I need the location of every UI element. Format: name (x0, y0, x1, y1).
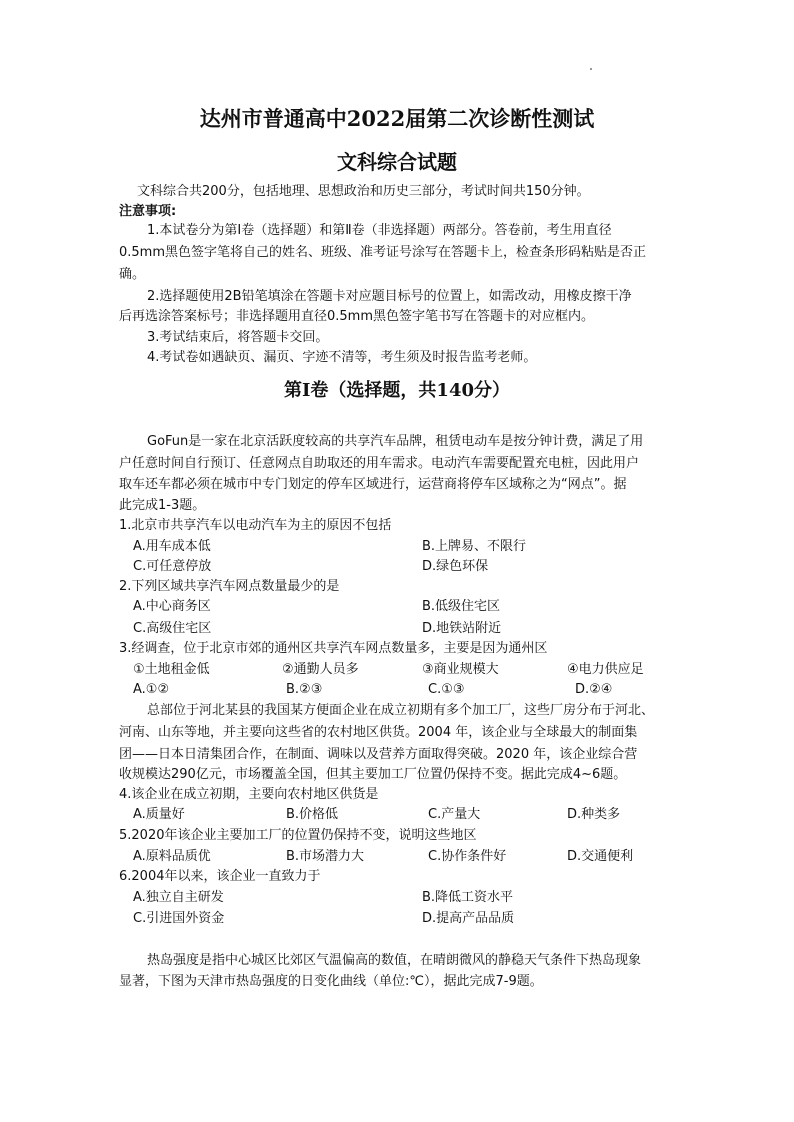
option-a: A.独立自主研发 (133, 890, 224, 905)
question-stem: 5.2020年该企业主要加工厂的位置仍保持不变，说明这些地区 (119, 828, 477, 843)
choice-item: ②通勤人员多 (282, 662, 359, 677)
passage-line: 取车还车都必须在城市中专门划定的停车区域进行，运营商将停车区域称之为“网点”。据 (119, 477, 627, 492)
section-title: 第Ⅰ卷（选择题，共140分） (284, 380, 510, 401)
passage-line: 团——日本日清集团合作，在制面、调味以及营养方面取得突破。2020 年，该企业综合营 (119, 747, 638, 762)
passage-line: 此完成1-3题。 (119, 498, 206, 513)
passage-line: 收规模达290亿元，市场覆盖全国，但其主要加工厂位置仍保持不变。据此完成4~6题。 (119, 767, 627, 782)
choice-item: ④电力供应足 (567, 662, 644, 677)
option-a: A.质量好 (133, 807, 185, 822)
question-stem: 2.下列区域共享汽车网点数量最少的是 (119, 579, 340, 594)
exam-title: 达州市普通高中2022届第二次诊断性测试 (199, 106, 595, 131)
option-d: D.地铁站附近 (422, 621, 502, 636)
option-c: C.高级住宅区 (133, 621, 212, 636)
passage-line: 户任意时间自行预订、任意网点自助取还的用车需求。电动汽车需要配置充电桩，因此用户 (119, 456, 640, 471)
passage-line: 显著，下图为天津市热岛强度的日变化曲线（单位:℃），据此完成7-9题。 (119, 974, 543, 989)
question-stem: 1.北京市共享汽车以电动汽车为主的原因不包括 (119, 518, 392, 533)
option-c: C.可任意停放 (133, 559, 212, 574)
option-b: B.②③ (286, 682, 323, 697)
option-a: A.原料品质优 (133, 849, 211, 864)
option-c: C.协作条件好 (428, 849, 507, 864)
passage-line: GoFun是一家在北京活跃度较高的共享汽车品牌，租赁电动车是按分钟计费，满足了用 (147, 434, 644, 449)
choice-item: ③商业规模大 (422, 662, 499, 677)
question-stem: 6.2004年以来，该企业一直致力于 (119, 869, 321, 884)
intro-text: 文科综合共200分，包括地理、思想政治和历史三部分，考试时间共150分钟。 (137, 184, 590, 199)
option-c: C.引进国外资金 (133, 911, 225, 926)
option-d: D.绿色环保 (422, 559, 489, 574)
notice-line: 4.考试卷如遇缺页、漏页、字迹不清等，考生须及时报告监考老师。 (147, 350, 537, 365)
notice-line: 3.考试结束后，将答题卡交回。 (147, 330, 329, 345)
option-d: D.交通便利 (567, 849, 634, 864)
passage-line: 热岛强度是指中心城区比郊区气温偏高的数值，在晴朗微风的静稳天气条件下热岛现象 (147, 953, 642, 968)
option-b: B.上牌易、不限行 (422, 539, 527, 554)
option-a: A.①② (133, 682, 170, 697)
option-c: C.产量大 (428, 807, 481, 822)
notice-heading: 注意事项: (119, 204, 177, 219)
scan-speck (590, 68, 592, 70)
choice-item: ①土地租金低 (133, 662, 210, 677)
passage-line: 总部位于河北某县的我国某方便面企业在成立初期有多个加工厂，这些厂房分布于河北、 (147, 703, 655, 718)
notice-line: 2.选择题使用2B铅笔填涂在答题卡对应题目标号的位置上，如需改动，用橡皮擦干净 (147, 289, 632, 304)
option-b: B.价格低 (286, 807, 339, 822)
notice-line: 后再选涂答案标号；非选择题用直径0.5mm黑色签字笔书写在答题卡的对应框内。 (119, 309, 595, 324)
option-a: A.中心商务区 (133, 599, 211, 614)
option-b: B.市场潜力大 (286, 849, 365, 864)
notice-line: 确。 (119, 267, 146, 282)
option-d: D.提高产品品质 (422, 911, 515, 926)
question-stem: 3.经调查，位于北京市郊的通州区共享汽车网点数量多，主要是因为通州区 (119, 641, 548, 656)
option-d: D.种类多 (567, 807, 621, 822)
question-stem: 4.该企业在成立初期，主要向农村地区供货是 (119, 787, 379, 802)
passage-line: 河南、山东等地，并主要向这些省的农村地区供货。2004 年，该企业与全球最大的制面集 (119, 725, 638, 740)
option-b: B.降低工资水平 (422, 890, 514, 905)
notice-line: 1.本试卷分为第Ⅰ卷（选择题）和第Ⅱ卷（非选择题）两部分。答卷前，考生用直径 (147, 223, 612, 238)
option-c: C.①③ (428, 682, 465, 697)
option-a: A.用车成本低 (133, 539, 211, 554)
exam-subtitle: 文科综合试题 (337, 150, 457, 174)
option-b: B.低级住宅区 (422, 599, 501, 614)
option-d: D.②④ (575, 682, 613, 697)
notice-line: 0.5mm黑色签字笔将自己的姓名、班级、准考证号涂写在答题卡上，检查条形码粘贴是否正 (119, 245, 647, 260)
